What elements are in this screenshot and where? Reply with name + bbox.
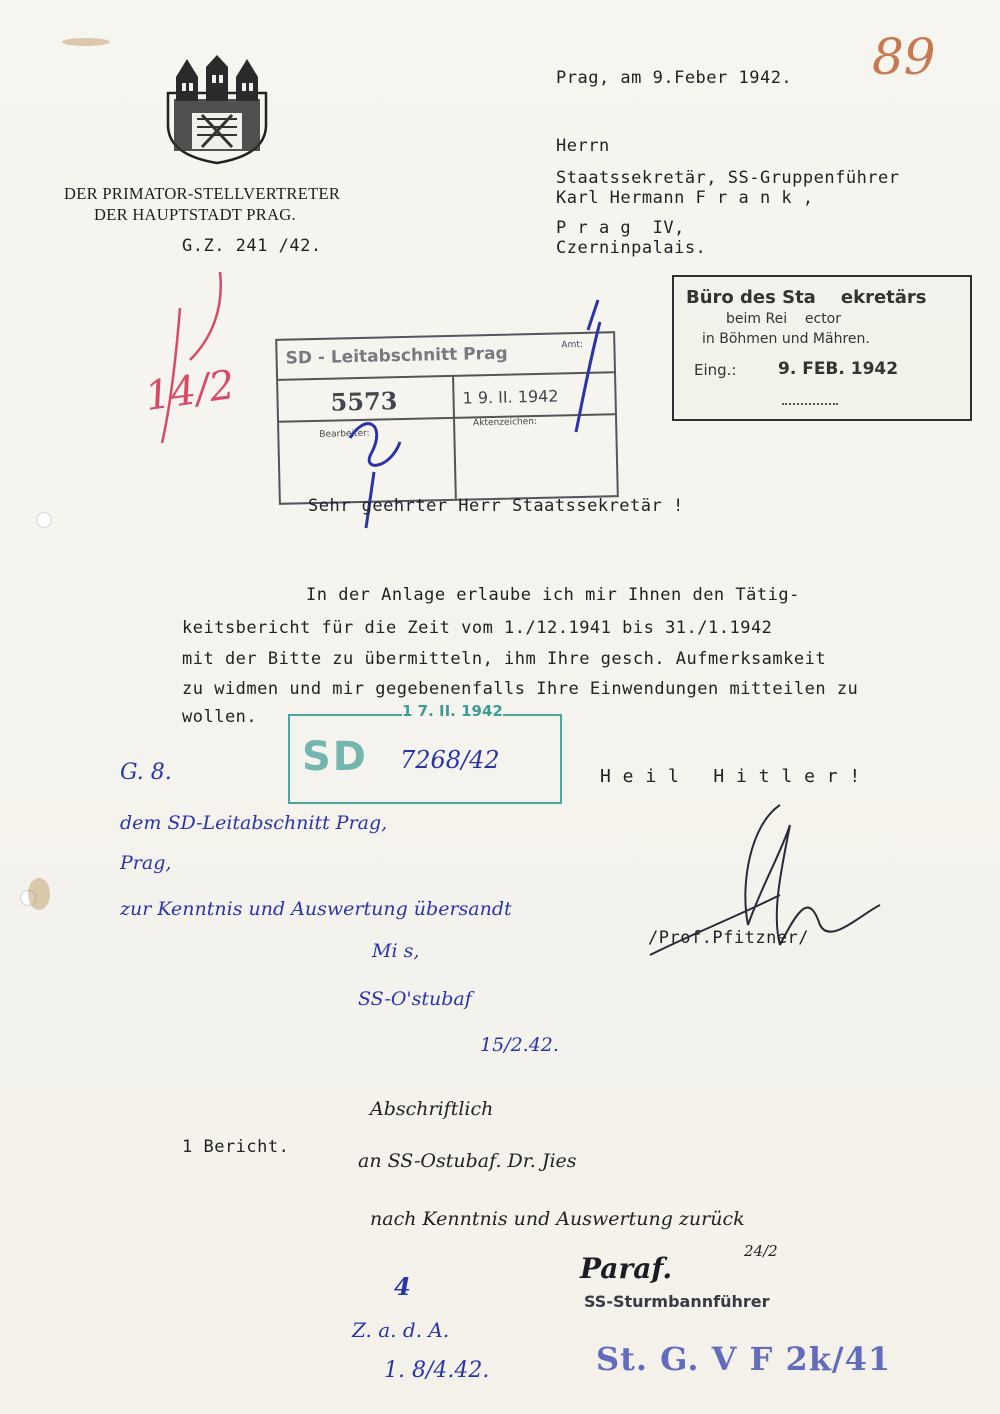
- punch-hole-top: [36, 512, 52, 528]
- stamp-number: 7268/42: [400, 746, 500, 774]
- stamp-line1: Büro des Sta ekretärs: [686, 287, 927, 308]
- stamp-eing-label: Eing.:: [694, 361, 737, 379]
- stamp-line2: beim Rei ector: [726, 311, 842, 327]
- stamp-dotted-line: [782, 403, 838, 405]
- reference-number: G.Z. 241 /42.: [182, 236, 322, 256]
- stamp-date: 1 9. II. 1942: [462, 386, 559, 408]
- page-number: 89: [872, 28, 936, 86]
- recipient-salutation: Herrn: [556, 136, 610, 156]
- handwritten-note-2: dem SD-Leitabschnitt Prag,: [120, 812, 388, 834]
- signature-name: /Prof.Pfitzner/: [648, 928, 810, 948]
- bottom-registry-stamp: St. G. V F 2k/41: [596, 1340, 892, 1378]
- bottom-note-3: 1. 8/4.42.: [384, 1358, 490, 1383]
- recipient-line3: P r a g IV,: [556, 218, 685, 238]
- stamp-eing-date: 9. FEB. 1942: [778, 359, 899, 379]
- handwritten-note-5: Mi s,: [372, 940, 420, 962]
- handwritten-note-6: SS-O'stubaf: [358, 988, 472, 1010]
- office-title-line2: DER HAUPTSTADT PRAG.: [94, 205, 296, 224]
- body-line-2: keitsbericht für die Zeit vom 1./12.1941 bis 31./1.1942: [182, 618, 773, 638]
- body-line-3: mit der Bitte zu übermitteln, ihm Ihre gesch. Aufmerksamkeit: [182, 649, 827, 669]
- stain-mark: [62, 38, 110, 46]
- handwritten-note-abschriftlich: Abschriftlich: [370, 1098, 494, 1120]
- stamp-line3: in Böhmen und Mähren.: [702, 331, 870, 347]
- handwritten-note-4: zur Kenntnis und Auswertung übersandt: [120, 898, 512, 920]
- handwritten-note-3: Prag,: [120, 852, 172, 874]
- signature-scribble: [630, 795, 890, 975]
- handwritten-note-return: nach Kenntnis und Auswertung zurück: [370, 1208, 745, 1230]
- recipient-line4: Czerninpalais.: [556, 238, 707, 258]
- stamp-aktenzeichen-label: Aktenzeichen:: [473, 416, 538, 429]
- body-line-5: wollen.: [182, 707, 258, 727]
- stamp-number: 5573: [330, 386, 398, 417]
- prague-coat-of-arms-icon: [162, 55, 272, 165]
- office-receipt-stamp: [672, 275, 972, 421]
- ss-rank-stamp: SS-Sturmbannführer: [584, 1292, 770, 1311]
- stamp-sd-label: SD: [302, 734, 369, 780]
- closing-line: H e i l H i t l e r !: [600, 766, 861, 787]
- stamp-bearbeiter-label: Bearbeiter:: [319, 428, 370, 440]
- bottom-note-2: Z. a. d. A.: [352, 1318, 450, 1342]
- date-line: Prag, am 9.Feber 1942.: [556, 68, 793, 88]
- handwritten-note-7: 15/2.42.: [480, 1034, 559, 1056]
- stamp-amt-label: Amt:: [561, 339, 583, 351]
- body-line-1: In der Anlage erlaube ich mir Ihnen den Tätig-: [306, 585, 800, 605]
- stain-mark: [28, 878, 50, 910]
- red-pencil-stroke: [150, 268, 240, 448]
- handwritten-paraph-date: 24/2: [744, 1242, 778, 1260]
- handwritten-paraph: Paraf.: [580, 1252, 673, 1285]
- enclosure-line: 1 Bericht.: [182, 1137, 290, 1157]
- handwritten-note-addressee: an SS-Ostubaf. Dr. Jies: [358, 1150, 577, 1172]
- recipient-line2: Karl Hermann F r a n k ,: [556, 188, 814, 208]
- office-title-line1: DER PRIMATOR-STELLVERTRETER: [64, 184, 341, 203]
- sd-registry-stamp: [288, 702, 562, 804]
- recipient-line1: Staatssekretär, SS-Gruppenführer: [556, 168, 900, 188]
- stamp-date: 1 7. II. 1942: [402, 702, 503, 720]
- red-pencil-mark: 14/2: [142, 361, 238, 421]
- stamp-title: SD - Leitabschnitt Prag: [285, 343, 508, 369]
- bottom-note-1: 4: [394, 1272, 411, 1301]
- body-line-4: zu widmen und mir gegebenenfalls Ihre Einwendungen mitteilen zu: [182, 679, 859, 699]
- handwritten-note-1: G. 8.: [120, 760, 172, 785]
- greeting-line: Sehr geehrter Herr Staatssekretär !: [308, 496, 684, 516]
